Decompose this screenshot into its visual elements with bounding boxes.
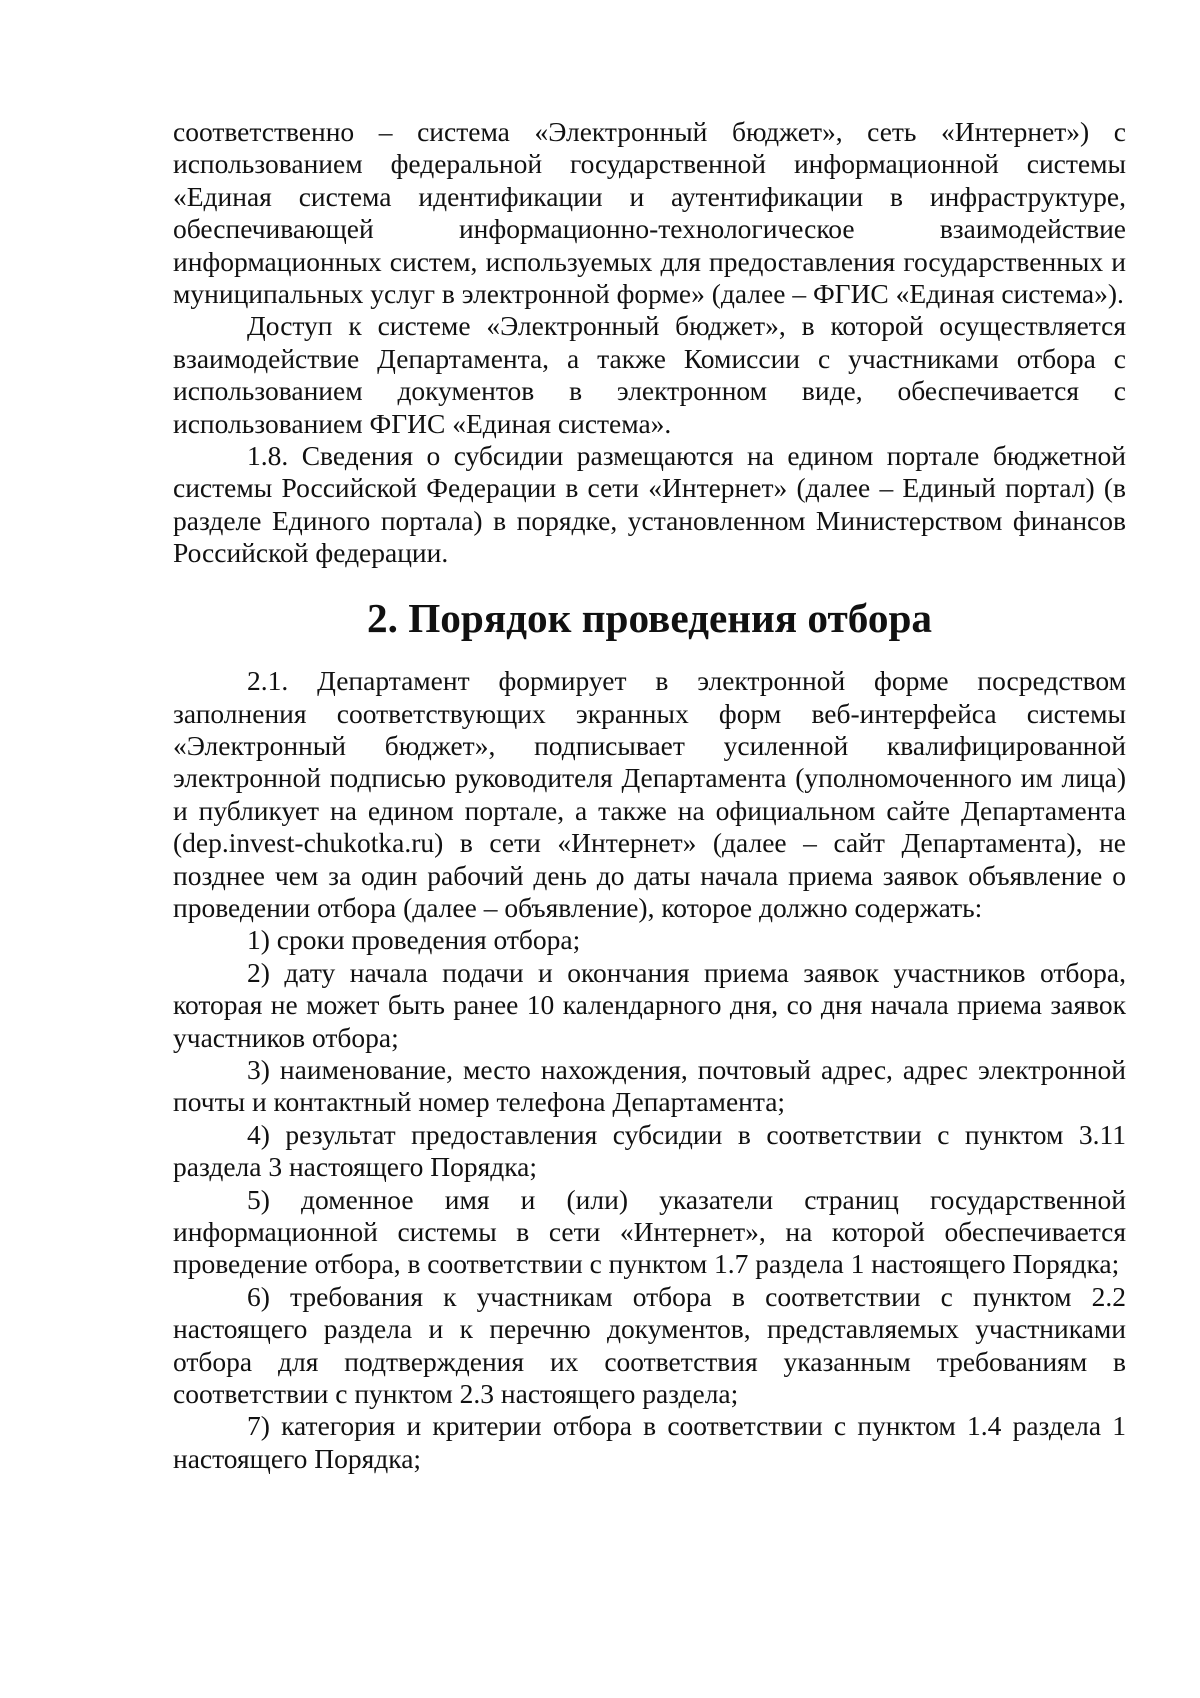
announcement-requirements-list (173, 924, 1126, 1475)
paragraph-2-1: 2.1. Департамент формирует в электронной форме посредством заполнения соответствующих экранных форм веб-интерфейса системы «Электронный бюджет», подписывает усиленной квалифицированной электронной подписью руководителя Департамента (уполномоченного им лица) и публикует на едином портале, а также на официальном сайте Департамента (dep.invest-chukotka.ru) в сети «Интернет» (далее – сайт Департамента), не позднее чем за один рабочий день до даты начала приема заявок объявление о проведении отбора (далее – объявление), которое должно содержать: (173, 665, 1126, 923)
list-item: 5) доменное имя и (или) указатели страниц государственной информационной системы в сети «Интернет», на которой обеспечивается проведение отбора, в соответствии с пунктом 1.7 раздела 1 настоящего Порядка; (173, 1183, 1126, 1280)
list-item: 3) наименование, место нахождения, почтовый адрес, адрес электронной почты и контактный номер телефона Департамента; (173, 1053, 1126, 1118)
paragraph-1-8: 1.8. Сведения о субсидии размещаются на едином портале бюджетной системы Российской Федерации в сети «Интернет» (далее – Единый портал) (в разделе Единого портала) в порядке, установленном Министерством финансов Российской федерации. (173, 440, 1126, 569)
list-item: 4) результат предоставления субсидии в соответствии с пунктом 3.11 раздела 3 настоящего Порядка; (173, 1118, 1126, 1183)
list-item: 1) сроки проведения отбора; (247, 924, 581, 956)
list-item: 6) требования к участникам отбора в соответствии с пунктом 2.2 настоящего раздела и к перечню документов, представляемых участниками отбора для подтверждения их соответствия указанным требованиям в соответствии с пунктом 2.3 настоящего раздела; (173, 1280, 1126, 1410)
paragraph-access-system: Доступ к системе «Электронный бюджет», в которой осуществляется взаимодействие Департамента, а также Комиссии с участниками отбора с использованием документов в электронном виде, обеспечивается с использованием ФГИС «Единая система». (173, 310, 1126, 439)
section-heading: 2. Порядок проведения отбора (366, 594, 933, 641)
document-body (173, 116, 1126, 1475)
list-item: 7) категория и критерии отбора в соответствии с пунктом 1.4 раздела 1 настоящего Порядка; (173, 1410, 1126, 1474)
paragraph-continuation: соответственно – система «Электронный бюджет», сеть «Интернет») с использованием федеральной государственной информационной системы «Единая система идентификации и аутентификации в инфраструктуре, обеспечивающей информационно-технологическое взаимодействие информационных систем, используемых для предоставления государственных и муниципальных услуг в электронной форме» (далее – ФГИС «Единая система»). (173, 116, 1126, 310)
list-item: 2) дату начала подачи и окончания приема заявок участников отбора, которая не может быть ранее 10 календарного дня, со дня начала приема заявок участников отбора; (173, 956, 1126, 1053)
